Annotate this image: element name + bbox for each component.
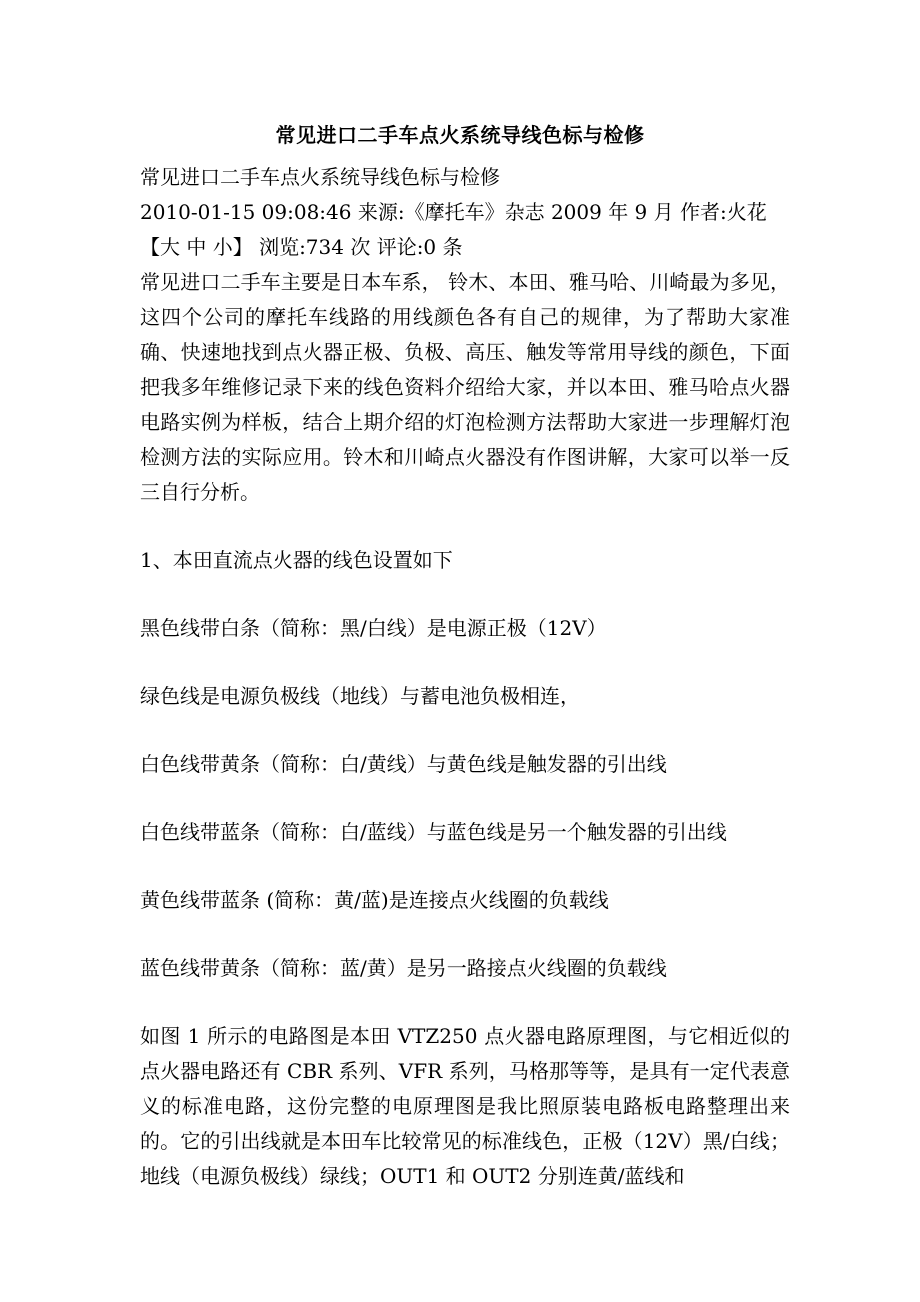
article-subtitle: 常见进口二手车点火系统导线色标与检修 [140, 165, 500, 189]
section-heading: 1、本田直流点火器的线色设置如下 [140, 548, 453, 572]
closing-paragraph: 如图 1 所示的电路图是本田 VTZ250 点火器电路原理图，与它相近似的点火器电路还有 CBR 系列、VFR 系列，马格那等等，是具有一定代表意义的标准电路，这份完整的电原理图是我比照原装电路板电路整理出来的。它的引出线就是本田车比较常见的标准线色，正极（12V）黑/白线；地线（电源负极线）绿线；OUT1 和 OUT2 分别连黄/蓝线和 [140, 1024, 790, 1188]
paragraph-gap [140, 646, 790, 679]
wire-item: 黄色线带蓝条 (简称：黄/蓝)是连接点火线圈的负载线 [140, 888, 609, 912]
wire-item: 白色线带蓝条（简称：白/蓝线）与蓝色线是另一个触发器的引出线 [140, 820, 727, 844]
article-meta: 2010-01-15 09:08:46 来源:《摩托车》杂志 2009 年 9 月 作者:火花 [140, 200, 767, 224]
paragraph-gap [140, 714, 790, 747]
intro-paragraph: 常见进口二手车主要是日本车系， 铃木、本田、雅马哈、川崎最为多见，这四个公司的摩托车线路的用线颜色各有自己的规律，为了帮助大家准确、快速地找到点火器正极、负极、高压、触发等常用导线的颜色，下面把我多年维修记录下来的线色资料介绍给大家，并以本田、雅马哈点火器电路实例为样板，结合上期介绍的灯泡检测方法帮助大家进一步理解灯泡检测方法的实际应用。铃木和川崎点火器没有作图讲解，大家可以举一反三自行分析。 [140, 270, 790, 504]
article-body [140, 160, 790, 1194]
paragraph-gap [140, 510, 790, 543]
wire-item: 绿色线是电源负极线（地线）与蓄电池负极相连， [140, 684, 580, 708]
paragraph-gap [140, 918, 790, 951]
article-stats: 【大 中 小】 浏览:734 次 评论:0 条 [140, 235, 463, 259]
paragraph-gap [140, 850, 790, 883]
paragraph-gap [140, 782, 790, 815]
wire-item: 白色线带黄条（简称：白/黄线）与黄色线是触发器的引出线 [140, 752, 667, 776]
page-title: 常见进口二手车点火系统导线色标与检修 [275, 123, 645, 147]
paragraph-gap [140, 578, 790, 611]
paragraph-gap [140, 986, 790, 1019]
wire-item: 蓝色线带黄条（简称：蓝/黄）是另一路接点火线圈的负载线 [140, 956, 667, 980]
wire-item: 黑色线带白条（简称：黑/白线）是电源正极（12V） [140, 616, 607, 640]
